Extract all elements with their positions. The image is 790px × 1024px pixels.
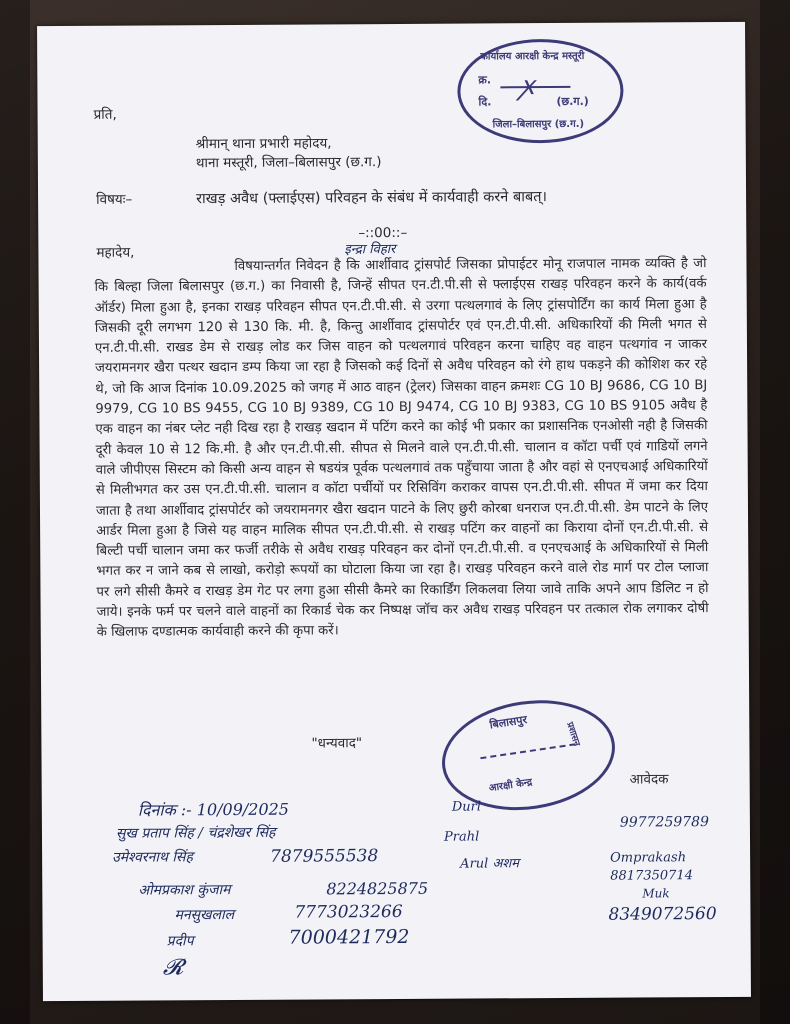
mid-signature-2: Prahl: [443, 829, 480, 845]
left-name-1: सुख प्रताप सिंह / चंद्रशेखर सिंह: [115, 824, 276, 842]
right-phone-small: 8817350714: [610, 868, 693, 884]
left-phone-4: 7000421792: [288, 925, 410, 949]
prati-label: प्रति,: [93, 106, 117, 123]
subject-text: राखड़ अवैध (फ्लाईएस) परिवहन के संबंध में कार्यवाही करने बाबत्।: [196, 189, 548, 208]
bottom-left-signature: 𝓡: [162, 955, 184, 981]
stamp-top-cg: (छ.ग.): [556, 94, 589, 108]
left-phone-2: 8224825875: [326, 878, 429, 899]
left-name-5: प्रदीप: [166, 933, 194, 950]
left-phone-3: 7773023266: [294, 901, 403, 923]
inserted-handwritten-word: इन्द्रा विहार: [344, 241, 396, 258]
right-phone-large: 8349072560: [608, 904, 717, 925]
left-name-2: उमेश्वरनाथ सिंह: [112, 849, 193, 866]
letter-body-paragraph: विषयान्तर्गत निवेदन है कि आर्शीवाद ट्रांसपोर्ट जिसका प्रोपाईटर मोनू राजपाल नामक व्यक्ति है जो कि बिल्हा जिला बिलासपुर (छ.ग.) का निवासी है, जिन्हें सीपत एन.टी.पी.सी से फ्लाईएस राखड़ परिवहन करने के कार्य(वर्क ऑर्डर) मिला हुआ है, इनका राखड़ परिवहन सीपत एन.टी.पी.सी. से उरगा पत्थलगावं के लिए ट्रांसपोर्टिंग का कार्य मिला हुआ है जिसकी दूरी लगभग 120 से 130 कि. मी. है, किन्तु आर्शीवाद ट्रांसपोर्टर एवं एन.टी.पी.सी. अधिकारियों की मिली भगत से एन.टी.पी.सी. राखड डेम से राखड़ लोड कर जिस वाहन को पत्थलगावं परिवहन करना चाहिए वह वाहन पत्थगांव न जाकर जयरामनगर खैरा पत्थर खदान डम्प किया जा रहा है जिसको कई दिनों से अवैध परिवहन को रंगे हाथ पकड़ने की कोशिश कर रहे थे, जो कि आज दिनांक 10.09.2025 को जगह में आठ वाहन (ट्रेलर) जिसका वाहन क्रमशः CG 10 BJ 9686, CG 10 BJ 9979, CG 10 BS 9455, CG 10 BJ 9389, CG 10 BJ 9474, CG 10 BJ 9383, CG 10 BS 9105 अवैध है एक वाहन का नंबर प्लेट नही दिख रहा है राखड़ खदान में पटिंग करने का कोई भी प्रकार का प्रशासनिक एनओसी नही है जिसकी दूरी केवल 10 से 12 कि.मी. है और एन.टी.पी.सी. सीपत से मिलने वाले एन.टी.पी.सी. चालान व कॉटा पर्ची एवं गाडियों लगने वाले जीपीएस सिस्टम को किसी अन्य वाहन से षडयंत्र पूर्वक पत्थलगावं तक पहुँचाया जाता है और वहां से एनएचआई अधिकारियों से मिलीभगत कर उस एन.टी.पी.सी. चालान व कॉटा पर्चीयों पर रिसिविंग कराकर वापस एन.टी.पी.सी. सीपत में जमा कर दिया जाता है तथा आर्शीवाद ट्रांसपोर्टर को जयरामनगर खैरा खदान पाटने के लिए छुरी कोरबा धनराज एन.टी.पी.सी. डेम पाटने के लिए आर्डर मिला हुआ है जिसे यह वाहन मालिक सीपत एन.टी.पी.सी. से राखड़ पटिंग कर वाहनों का किराया दोनों एन.टी.पी.सी. से बिल्टी पर्ची चालान जमा कर फर्जी तरीके से अवैध राखड़ परिवहन कर दोनों एन.टी.पी.सी. व एनएचआई के अधिकारियों से मिली भगत कर न जाने कब से लाखो, करोड़ो रूपयों का घोटाला किया जा रहा है। राखड़ परिवहन करने वाले रोड मार्ग पर टोल प्लाजा पर लगे सीसी कैमरे व राखड़ डेम गेट पर लगा हुआ सीसी कैमरे का रिकार्डिंग लिकलवा लिया जावे ताकि अपने आप डिलिट न हो जाये। इनके फर्म पर चलने वाले वाहनों का रिकार्ड चेक कर निष्पक्ष जॉच कर अवैध राखड़ परिवहन पर तत्काल रोक लगाकर दोषी के खिलाफ दण्डात्मक कार्यवाही करने की कृपा करें।: [94, 256, 709, 641]
right-name: Omprakash: [610, 850, 687, 866]
stamp-bottom-line: [480, 743, 575, 759]
date-line: दिनांक :- 10/09/2025: [137, 799, 290, 820]
recipient-line-1: श्रीमान् थाना प्रभारी महोदय,: [195, 135, 332, 153]
subject-label: विषयः–: [96, 191, 133, 208]
thanks-text: "धन्यवाद": [311, 735, 363, 752]
left-name-4: मनसुखलाल: [174, 906, 235, 924]
right-sign-abbr: Muk: [642, 886, 670, 901]
stamp-bottom-text-3: प्रशासन: [564, 721, 582, 748]
left-name-3: ओमप्रकाश कुंजाम: [138, 882, 231, 899]
stamp-top-kr: क्र.: [478, 73, 492, 87]
stamp-bottom-text-2: आरक्षी केन्द्र: [488, 777, 533, 795]
left-phone-1: 7879555538: [270, 846, 379, 867]
stamp-top-kr-line: [500, 86, 570, 88]
police-station-stamp-top: [457, 39, 624, 144]
stamp-top-signature: ꭗ: [520, 71, 535, 102]
stamp-top-di: दि.: [478, 95, 492, 109]
stamp-top-office-text: कार्यालय आरक्षी केन्द्र मस्तूरी: [480, 50, 585, 63]
seat-seam-left: [0, 0, 30, 1024]
seat-seam-right: [760, 0, 790, 1024]
stamp-bottom-text-1: बिलासपुर: [488, 713, 528, 732]
applicant-label: आवेदक: [629, 771, 669, 788]
complaint-letter-page: [37, 22, 751, 1001]
divider-mark: –::00::–: [358, 224, 408, 242]
stamp-top-district: जिला–बिलासपुर (छ.ग.): [492, 118, 585, 131]
right-sign-phone: 9977259789: [619, 814, 710, 831]
salutation: महादेय,: [96, 244, 135, 261]
recipient-line-2: थाना मस्तूरी, जिला–बिलासपुर (छ.ग.): [195, 154, 382, 172]
mid-signature-1: Durl: [451, 799, 482, 815]
mid-signature-3: Arul अशम: [460, 856, 520, 872]
